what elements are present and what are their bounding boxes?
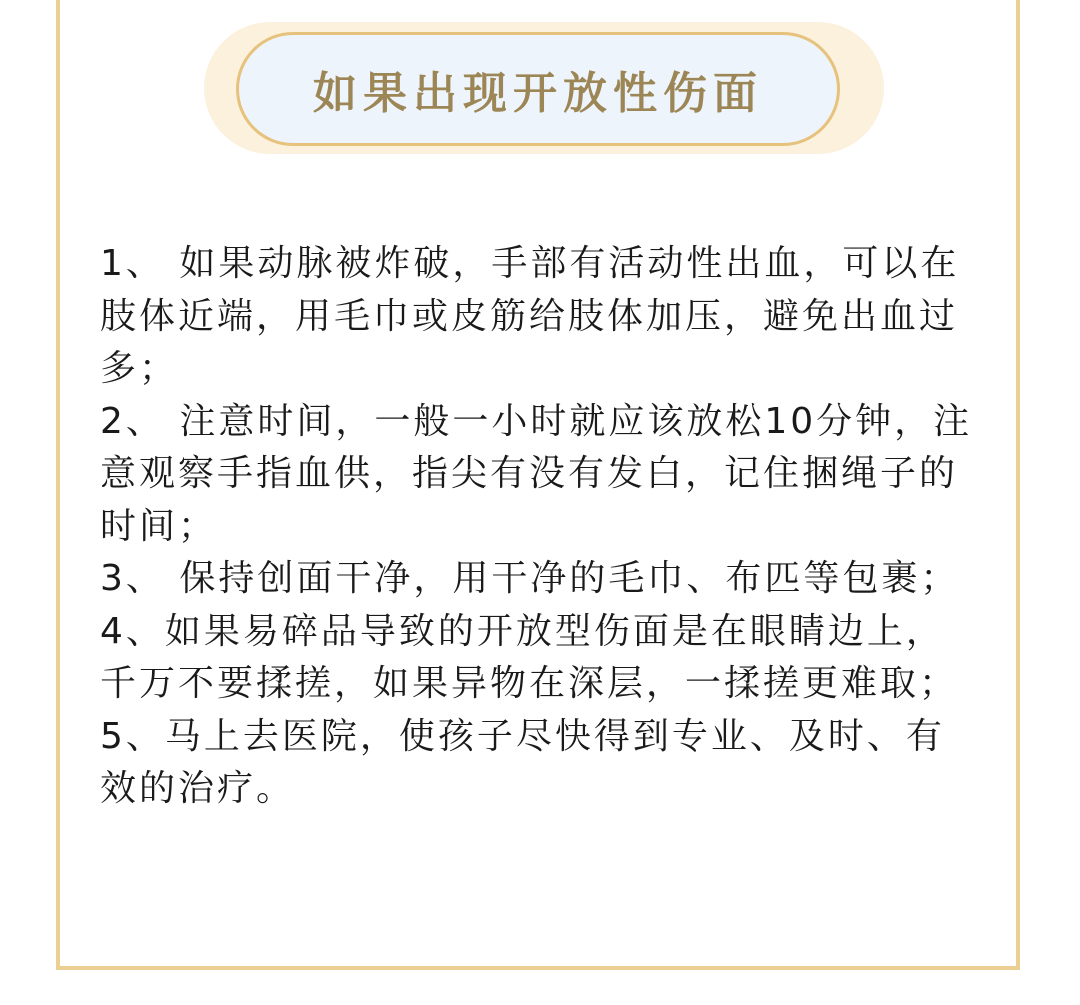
title-banner xyxy=(236,32,840,146)
list-item: 1、 如果动脉被炸破，手部有活动性出血，可以在肢体近端，用毛巾或皮筋给肢体加压，避免出血过多； xyxy=(100,243,960,389)
page-title: 如果出现开放性伤面 xyxy=(313,68,763,119)
list-item: 3、 保持创面干净，用干净的毛巾、布匹等包裹； xyxy=(100,558,960,599)
list-item: 2、 注意时间，一般一小时就应该放松10分钟，注意观察手指血供，指尖有没有发白，记住捆绳子的时间； xyxy=(100,400,973,547)
list-item: 5、马上去医院，使孩子尽快得到专业、及时、有效的治疗。 xyxy=(100,715,945,809)
list-item: 4、如果易碎品导致的开放型伤面是在眼睛边上，千万不要揉搓，如果异物在深层，一揉搓更难取； xyxy=(100,610,959,704)
instructions-list xyxy=(100,238,980,816)
